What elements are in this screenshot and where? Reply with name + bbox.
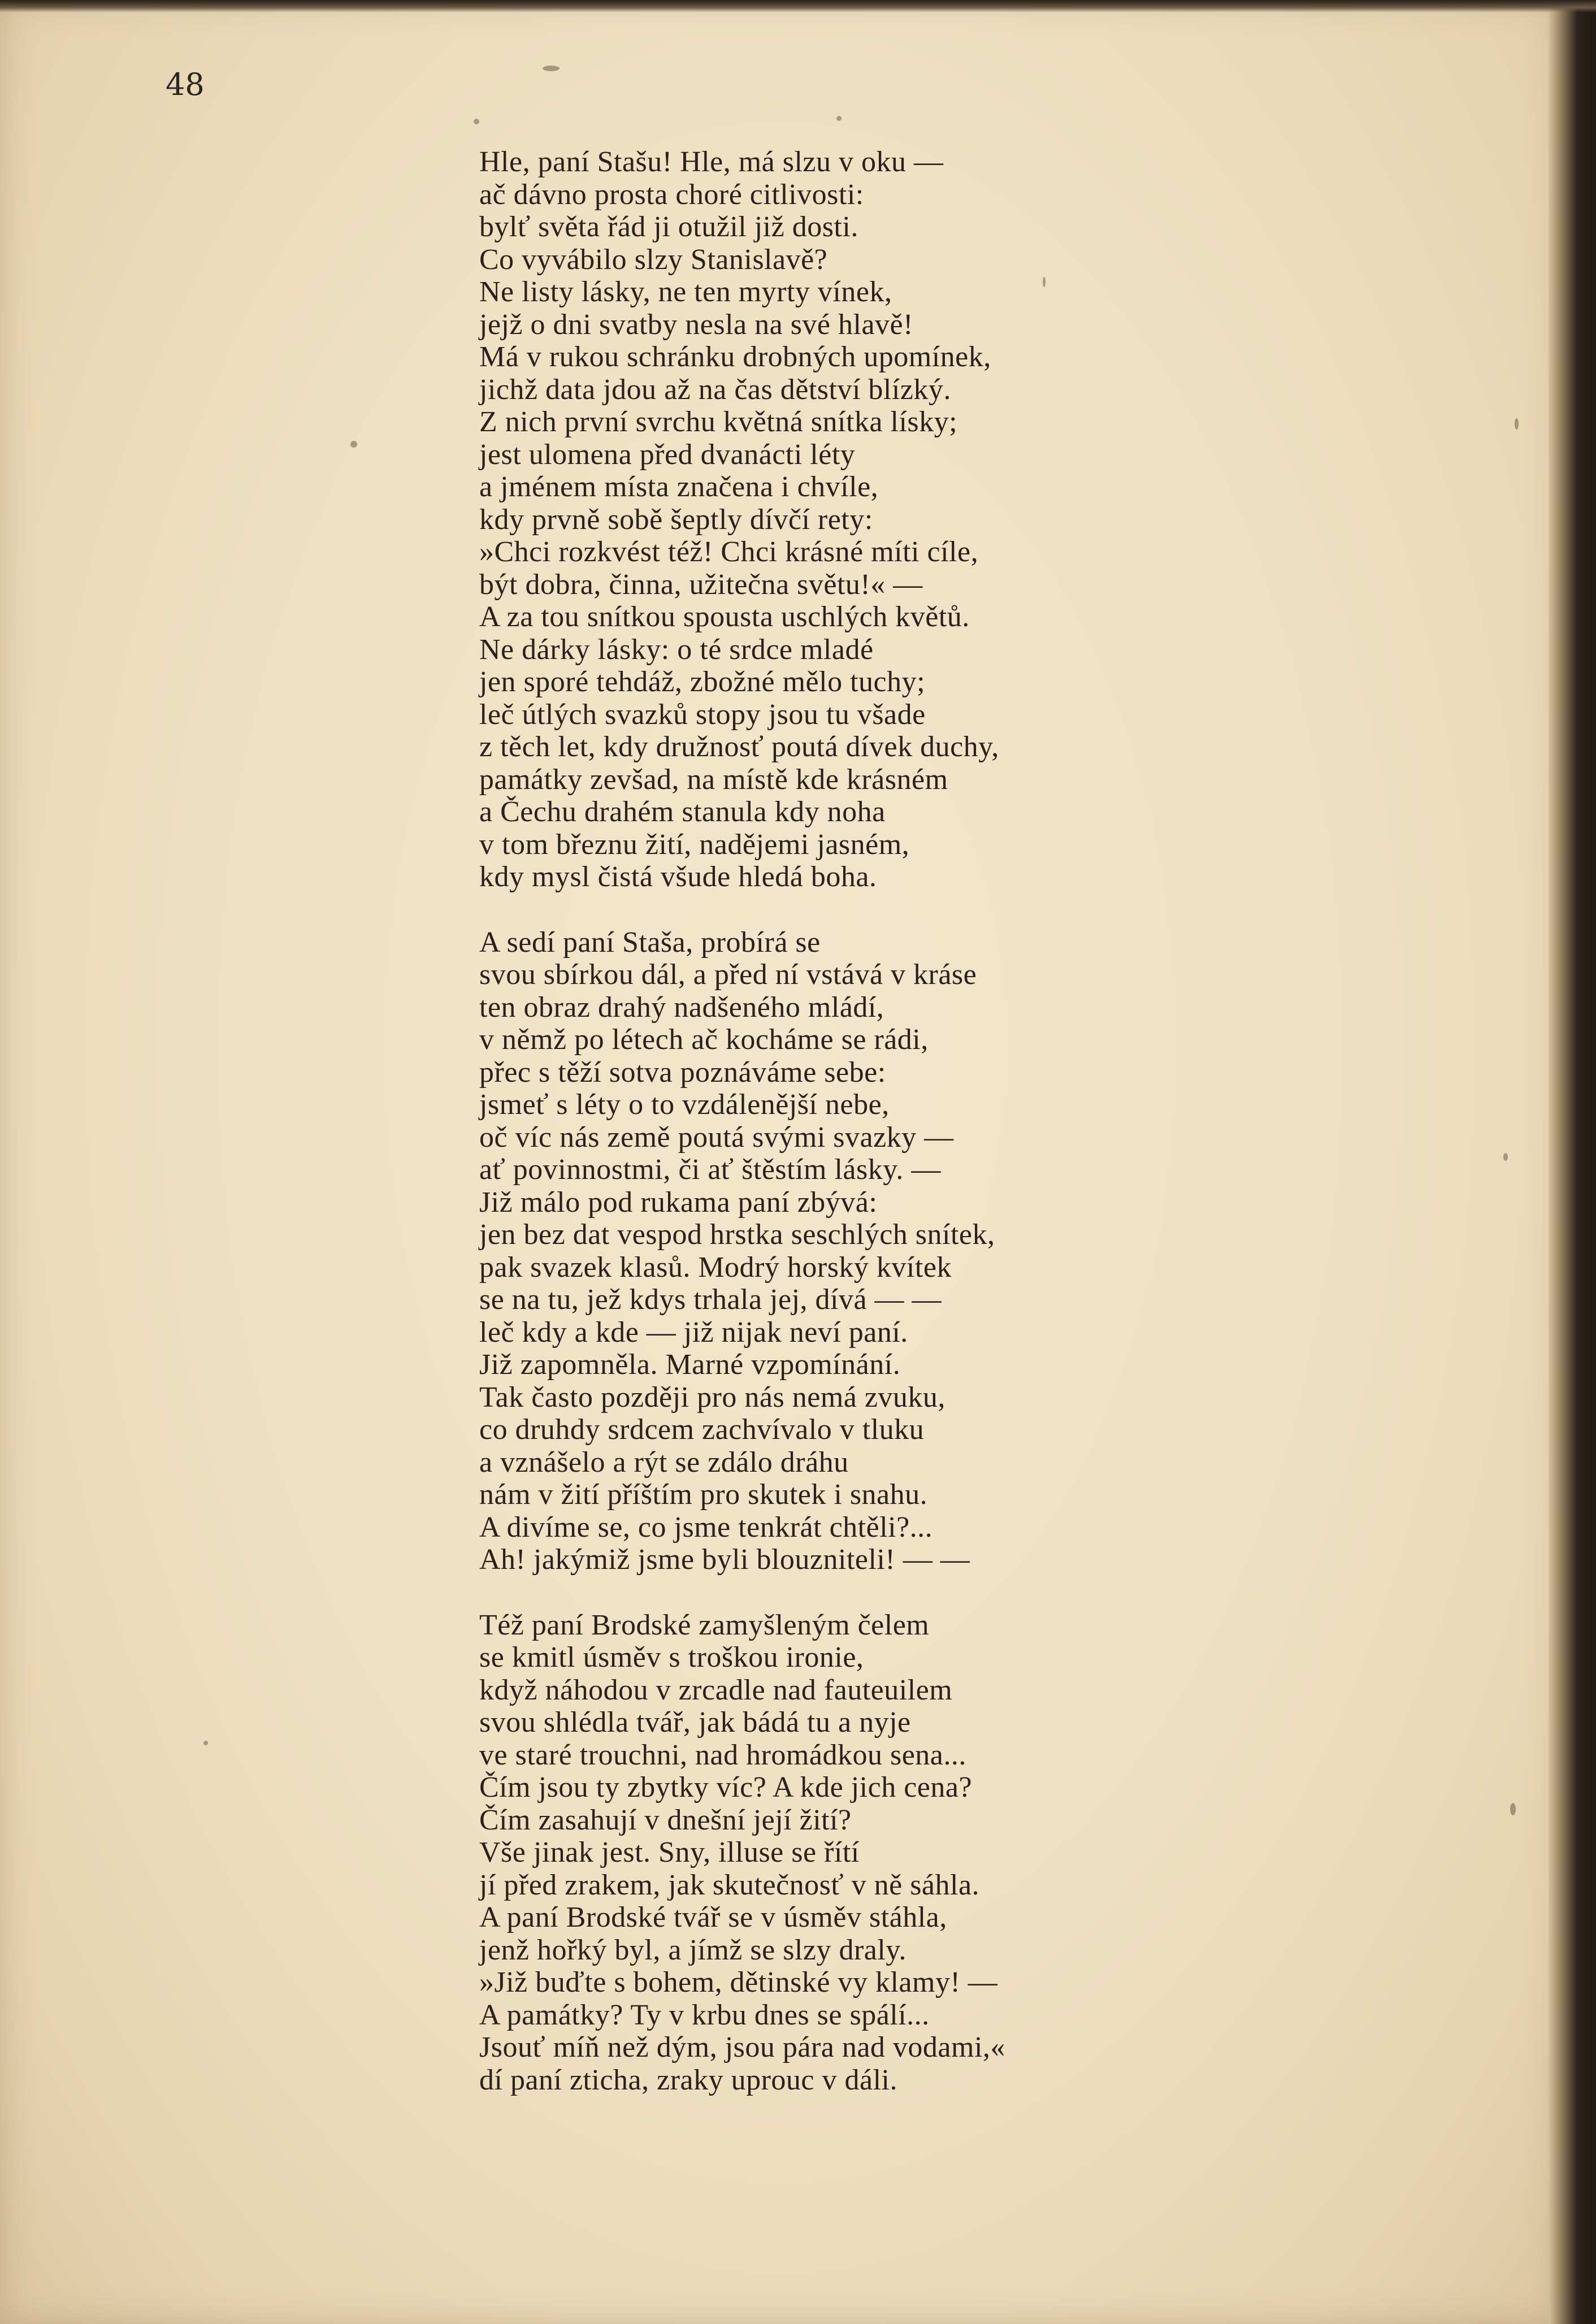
poem-line: kdy mysl čistá všude hledá boha. <box>479 861 877 893</box>
poem-line: Tak často později pro nás nemá zvuku, <box>479 1381 946 1414</box>
poem-line: jsmeť s léty o to vzdálenější nebe, <box>479 1089 890 1121</box>
poem-line: Ah! jakýmiž jsme byli blouzniteli! — — <box>479 1543 970 1576</box>
poem-line: být dobra, činna, užitečna světu!« — <box>479 568 923 601</box>
poem-line: A sedí paní Staša, probírá se <box>479 926 821 959</box>
poem-line: z těch let, kdy družnosť poutá dívek duchy, <box>479 731 999 763</box>
poem-line: Jsouť míň než dým, jsou pára nad vodami,« <box>479 2031 1005 2063</box>
poem-line: Má v rukou schránku drobných upomínek, <box>479 341 991 373</box>
poem-line: Ne listy lásky, ne ten myrty vínek, <box>479 276 892 308</box>
poem-line: svou sbírkou dál, a před ní vstává v kráse <box>479 959 977 991</box>
poem-line: památky zevšad, na místě kde krásném <box>479 763 948 796</box>
poem-line: bylť světa řád ji otužil již dosti. <box>479 211 858 243</box>
poem-line: Hle, paní Stašu! Hle, má slzu v oku — <box>479 146 944 178</box>
poem-line: A paní Brodské tvář se v úsměv stáhla, <box>479 1901 947 1933</box>
poem-line: Co vyvábilo slzy Stanislavě? <box>479 243 828 276</box>
poem-line: jen bez dat vespod hrstka seschlých snítek, <box>479 1219 995 1251</box>
top-edge-shadow <box>0 0 1596 12</box>
poem-line: jen sporé tehdáž, zbožné mělo tuchy; <box>479 666 926 698</box>
poem-line: v němž po létech ač kocháme se rádi, <box>479 1024 929 1056</box>
paper-speck <box>543 66 560 71</box>
paper-speck <box>350 441 357 448</box>
stanza-3 <box>479 1609 1530 2097</box>
poem-line: Též paní Brodské zamyšleným čelem <box>479 1608 930 1641</box>
stanza-1 <box>479 146 1530 894</box>
paper-speck <box>836 116 842 121</box>
poem-line: co druhdy srdcem zachvívalo v tluku <box>479 1414 925 1446</box>
poem-line: Čím zasahují v dnešní její žití? <box>479 1803 852 1836</box>
poem-line: Vše jinak jest. Sny, illuse se řítí <box>479 1836 860 1868</box>
poem-line: ať povinnostmi, či ať štěstím lásky. — <box>479 1154 941 1186</box>
poem-line: Ne dárky lásky: o té srdce mladé <box>479 633 874 666</box>
poem-line: a jménem místa značena i chvíle, <box>479 471 879 503</box>
poem-line: leč kdy a kde — již nijak neví paní. <box>479 1316 908 1349</box>
page-edge-shadow <box>1549 0 1596 2324</box>
poem-line: nám v žití příštím pro skutek i snahu. <box>479 1478 928 1511</box>
poem-line: oč víc nás země poutá svými svazky — <box>479 1121 954 1154</box>
poem-line: A za tou snítkou spousta uschlých květů. <box>479 601 970 633</box>
poem-line: Z nich první svrchu květná snítka lísky; <box>479 406 958 438</box>
poem-line: se na tu, jež kdys trhala jej, dívá — — <box>479 1284 942 1316</box>
poem-line: leč útlých svazků stopy jsou tu všade <box>479 698 926 731</box>
poem-line: Již málo pod rukama paní zbývá: <box>479 1186 878 1219</box>
poem-line: jichž data jdou až na čas dětství blízký. <box>479 373 951 406</box>
poem-line: »Chci rozkvést též! Chci krásné míti cíle, <box>479 536 979 568</box>
poem-line: a Čechu drahém stanula kdy noha <box>479 796 886 828</box>
poem-line: přec s těží sotva poznáváme sebe: <box>479 1056 886 1089</box>
poem-line: Již zapomněla. Marné vzpomínání. <box>479 1349 901 1381</box>
poem-line: když náhodou v zrcadle nad fauteuilem <box>479 1673 953 1706</box>
poem-line: A divíme se, co jsme tenkrát chtěli?... <box>479 1511 933 1543</box>
poem-line: dí paní zticha, zraky uprouc v dáli. <box>479 2063 897 2096</box>
poem-line: ten obraz drahý nadšeného mládí, <box>479 991 884 1024</box>
poem-line: svou shlédla tvář, jak bádá tu a nyje <box>479 1706 911 1738</box>
poem-line: »Již buďte s bohem, dětinské vy klamy! — <box>479 1966 998 1998</box>
paper-speck <box>203 1741 208 1745</box>
poem-line: Čím jsou ty zbytky víc? A kde jich cena? <box>479 1771 973 1803</box>
poem-text <box>479 146 1530 2129</box>
poem-line: a vznášelo a rýt se zdálo dráhu <box>479 1446 849 1478</box>
poem-line: kdy prvně sobě šeptly dívčí rety: <box>479 503 873 536</box>
poem-line: jí před zrakem, jak skutečnosť v ně sáhla. <box>479 1868 980 1901</box>
paper-speck <box>474 119 479 124</box>
poem-line: jejž o dni svatby nesla na své hlavě! <box>479 308 913 341</box>
poem-line: A památky? Ty v krbu dnes se spálí... <box>479 1998 930 2031</box>
stanza-2 <box>479 926 1530 1576</box>
page-number: 48 <box>166 67 205 102</box>
poem-line: ač dávno prosta choré citlivosti: <box>479 178 864 211</box>
poem-line: v tom březnu žití, nadějemi jasném, <box>479 828 910 861</box>
poem-line: jenž hořký byl, a jímž se slzy draly. <box>479 1933 907 1966</box>
poem-line: ve staré trouchni, nad hromádkou sena... <box>479 1738 966 1771</box>
poem-line: se kmitl úsměv s troškou ironie, <box>479 1641 864 1673</box>
poem-line: jest ulomena před dvanácti léty <box>479 438 856 471</box>
poem-line: pak svazek klasů. Modrý horský kvítek <box>479 1251 952 1284</box>
